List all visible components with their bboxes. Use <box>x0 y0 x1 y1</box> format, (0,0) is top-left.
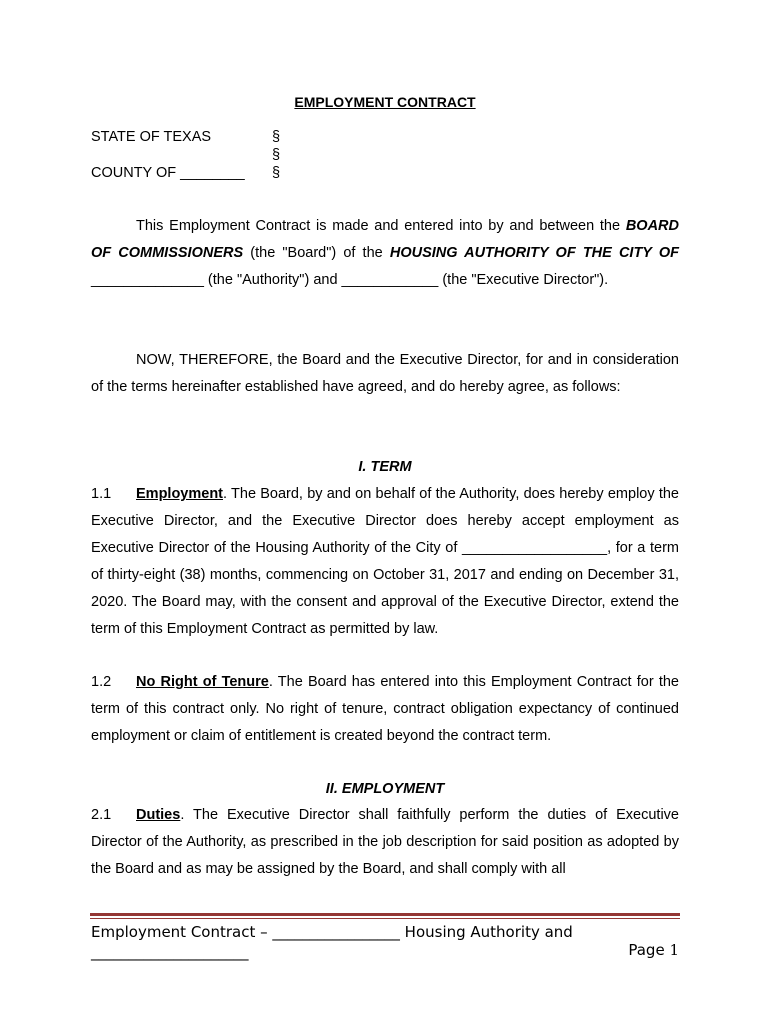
section-mark: § <box>272 165 281 181</box>
clause-number: 2.1 <box>91 807 112 823</box>
footer-divider <box>90 913 680 916</box>
intro-paragraph <box>91 213 679 294</box>
clause-title: Duties <box>136 807 181 823</box>
clause-number: 1.1 <box>91 486 112 502</box>
clause-number: 1.2 <box>91 674 112 690</box>
clause-1-2 <box>91 669 679 750</box>
footer-text-line2: _____________________ <box>91 943 249 961</box>
section-heading-term: I. TERM <box>358 459 412 475</box>
state-label: STATE OF TEXAS <box>91 129 212 145</box>
page-number: 1 <box>669 941 679 959</box>
clause-1-1 <box>91 481 679 643</box>
intro-text: ______________ (the "Authority") and ____________ (the "Executive Director"). <box>91 272 609 288</box>
authority-name: HOUSING AUTHORITY OF THE CITY OF <box>389 245 679 261</box>
clause-title: No Right of Tenure <box>136 674 269 690</box>
clause-title: Employment <box>136 486 224 502</box>
county-label: COUNTY OF ________ <box>91 165 245 181</box>
board-name: BOARD OF COMMISSIONERS <box>91 218 679 261</box>
clause-2-1 <box>91 802 679 883</box>
intro-text: This Employment Contract is made and entered into by and between the <box>136 218 626 234</box>
footer-text: Employment Contract – _________________ Housing Authority and <box>91 923 573 941</box>
clause-text: . The Board has entered into this Employment Contract for the term of this contract only. No right of tenure, contract obligation expectancy of continued employment or claim of entitlement is created beyond the contract term. <box>91 674 679 744</box>
clause-text: . The Executive Director shall faithfully perform the duties of Executive Director of the Authority, as prescribed in the job description for said position as adopted by the Board and as may be assigned by the Board, and shall comply with all <box>91 807 679 877</box>
section-mark: § <box>272 147 281 163</box>
section-mark: § <box>272 129 281 145</box>
section-heading-employment: II. EMPLOYMENT <box>325 781 445 797</box>
clause-text: . The Board, by and on behalf of the Authority, does hereby employ the Executive Director, and the Executive Director does hereby accept employment as Executive Director of the Housing Authority of the City of __________________, for a term of thirty-eight (38) months, commencing on October 31, 2017 and ending on December 31, 2020. The Board may, with the consent and approval of the Executive Director, extend the term of this Employment Contract as permitted by law. <box>91 486 679 637</box>
recital-paragraph: NOW, THEREFORE, the Board and the Executive Director, for and in consideration of the terms hereinafter established have agreed, and do hereby agree, as follows: <box>91 352 679 395</box>
intro-text: (the "Board") of the <box>243 245 390 261</box>
document-title: EMPLOYMENT CONTRACT <box>294 94 476 110</box>
page-label: Page <box>628 941 670 959</box>
page-indicator <box>628 941 679 959</box>
footer-divider-thin <box>90 918 680 919</box>
